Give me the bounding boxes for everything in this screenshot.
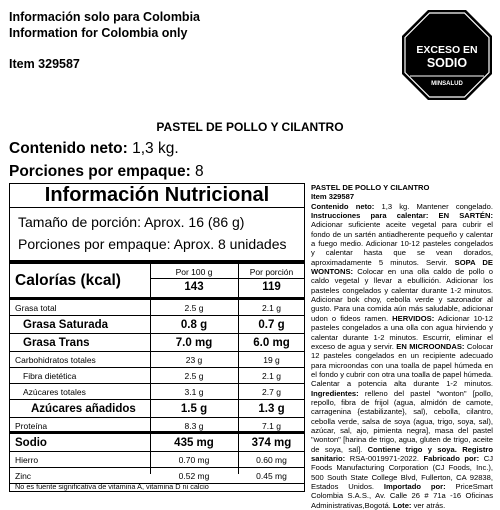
nutrient-value-per-100g: 435 mg xyxy=(174,437,214,449)
nutrient-value-per-portion: 2.1 g xyxy=(262,303,281,313)
nutrient-value-per-100g: 8.3 g xyxy=(184,421,204,431)
nutrient-label: Azúcares añadidos xyxy=(31,403,136,415)
nutrient-label: Azúcares totales xyxy=(23,387,86,397)
content-label: Contenido neto: xyxy=(311,201,375,211)
serving-info xyxy=(10,211,304,255)
nutrient-value-per-100g: 0.70 mg xyxy=(178,455,210,465)
nutrient-value-per-portion: 19 g xyxy=(263,355,280,365)
microwave-label: EN MICROONDAS: xyxy=(393,341,465,351)
soup-label: SOPA DE WONTONS: xyxy=(311,257,493,277)
nutrient-row xyxy=(10,400,304,418)
nutrient-value-per-portion: 2.1 g xyxy=(262,371,281,381)
soup-text: Colocar en una olla caldo de pollo o caldo vegetal y llevar a ebullición. Adicionar los pasteles congelados y calentar durante 1-2 minutos. Adicionar bok choy, cebolla verde y sazonador al gusto. Para una comida aún más saludable, adicionar udon o fideos ramen. xyxy=(311,267,493,323)
nutrient-row xyxy=(10,334,304,352)
instructions-label: Instrucciones para calentar: EN SARTÉN: xyxy=(311,211,493,221)
nutrient-row xyxy=(10,452,304,468)
nutrient-value-per-portion: 1.3 g xyxy=(258,403,285,415)
footnote: No es fuente significativa de vitamina A, vitamina D ni calcio xyxy=(15,482,209,491)
content-text: 1,3 kg. Mantener congelado. xyxy=(374,201,493,211)
nutrient-row xyxy=(10,300,304,316)
calories-per-100g: 143 xyxy=(184,281,204,293)
nutrient-value-per-100g: 23 g xyxy=(185,355,203,365)
nutrition-panel-title: Información Nutricional xyxy=(10,184,304,208)
manufacturer-text: CJ Foods Manufacturing Corporation (CJ Foods, Inc.), 500 South State College Blvd, Fullerton, CA 92838, Estados Unidos. xyxy=(311,453,493,491)
contains-label: Contiene trigo y soya. xyxy=(362,444,457,454)
nutrient-row xyxy=(10,384,304,400)
net-content-value: 1,3 kg. xyxy=(132,140,179,157)
badge-line1: EXCESO EN xyxy=(416,44,478,56)
nutrient-value-per-100g: 3.1 g xyxy=(184,387,204,397)
boiled-label: HERVIDOS: xyxy=(388,313,435,323)
calories-per-portion: 119 xyxy=(262,281,281,293)
nutrient-label: Sodio xyxy=(15,437,47,449)
net-content xyxy=(9,140,179,158)
manufacturer-label: Fabricado por: xyxy=(418,453,480,463)
nutrient-row xyxy=(10,316,304,334)
sodium-warning-octagon-badge xyxy=(402,10,492,100)
header-line-english: Information for Colombia only xyxy=(9,26,188,40)
calories-label: Calorías (kcal) xyxy=(15,272,121,289)
nutrient-label: Hierro xyxy=(15,455,39,465)
servings-per-container: Porciones por empaque: Aprox. 8 unidades xyxy=(18,236,287,252)
nutrient-label: Grasa Saturada xyxy=(23,319,109,331)
nutrient-table xyxy=(10,264,304,497)
nutrient-value-per-portion: 374 mg xyxy=(251,437,292,449)
right-item: Item 329587 xyxy=(311,192,355,202)
nutrient-value-per-portion: 0.7 g xyxy=(258,319,285,331)
nutrient-value-per-portion: 6.0 mg xyxy=(253,337,290,349)
nutrient-value-per-100g: 2.5 g xyxy=(184,303,204,313)
nutrient-row xyxy=(10,352,304,368)
ingredients-label: Ingredientes: xyxy=(311,388,359,398)
importer-label: Importado por: xyxy=(374,482,446,491)
nutrient-value-per-portion: 2.7 g xyxy=(262,387,281,397)
nutrient-label: Grasa Trans xyxy=(23,337,90,349)
nutrient-row xyxy=(10,434,304,452)
servings-per-package xyxy=(9,163,204,181)
nutrient-label: Zinc xyxy=(15,471,32,481)
servings-value: 8 xyxy=(195,163,204,180)
net-content-label: Contenido neto: xyxy=(9,140,128,157)
serving-size: Tamaño de porción: Aprox. 16 (86 g) xyxy=(18,214,245,230)
nutrient-value-per-100g: 2.5 g xyxy=(184,371,204,381)
item-number: Item 329587 xyxy=(9,57,80,71)
registration-label: Registro sanitario: xyxy=(311,444,494,463)
header-line-spanish: Información solo para Colombia xyxy=(9,10,200,24)
lot-text: ver atrás. xyxy=(411,500,446,510)
boiled-text: Adicionar 10-12 pasteles congelados a una olla con agua hirviendo y calentar durante 1-2 minutos. Escurrir, eliminar el exceso de agua y servir. xyxy=(311,313,493,351)
nutrient-label: Grasa total xyxy=(15,303,57,313)
nutrient-value-per-portion: 7.1 g xyxy=(262,421,281,431)
nutrient-label: Proteína xyxy=(15,421,48,431)
importer-text: PriceSmart Colombia S.A.S., Av. Calle 26 # 71a -16 Oficinas Administrativas,Bogotá. xyxy=(311,482,494,510)
lot-label: Lote: xyxy=(390,500,412,510)
registration-text: RSA-0019971-2022. xyxy=(345,453,419,463)
nutrient-label: Carbohidratos totales xyxy=(15,355,96,365)
nutrient-row xyxy=(10,368,304,384)
product-title: PASTEL DE POLLO Y CILANTRO xyxy=(156,120,344,134)
col-header-per-portion: Por porción xyxy=(249,267,294,277)
badge-line2: SODIO xyxy=(426,56,468,70)
microwave-text: Colocar 12 pasteles congelados en un recipiente adecuado para microondas con una toalla de papel húmeda en el fondo y cubrir con otra una toalla de papel húmeda. Calentar a potencia alta durante 1-2 minutos. xyxy=(311,341,494,389)
nutrient-value-per-100g: 0.52 mg xyxy=(178,471,210,481)
ingredients-text: relleno del pastel "wonton" [pollo, repollo, fibra de frijol (agua, almidón de camote, carragenina {estabilizante}, sal), cebolla, cilantro, cebolla verde, salsa de soya (agua, trigo, soya, sal), azúcar, sal, ajo, pimienta negra], masa del pastel "wonton" [harina de trigo, agua, gluten de trigo, aceite de soya, sal]. xyxy=(311,388,493,454)
instructions-text: Adicionar suficiente aceite vegetal para cubrir el fondo de un sartén antiadherente pequeño y calentar a fuego medio. Adicionar 10-12 pasteles congelados y calentar hasta que se vean dorados, aproximadamente 5 minutos. Servir. xyxy=(311,220,493,267)
badge-authority: MINSALUD xyxy=(431,81,463,87)
col-header-per-100g: Por 100 g xyxy=(175,267,213,277)
nutrient-value-per-100g: 0.8 g xyxy=(180,319,208,331)
nutrition-facts-panel xyxy=(9,183,305,492)
nutrient-label: Fibra dietética xyxy=(23,371,77,381)
product-description-text xyxy=(311,183,493,510)
nutrient-value-per-portion: 0.60 mg xyxy=(256,455,287,465)
nutrient-row xyxy=(10,418,304,434)
servings-label: Porciones por empaque: xyxy=(9,163,191,180)
calories-row xyxy=(10,264,304,300)
right-title: PASTEL DE POLLO Y CILANTRO xyxy=(311,183,430,192)
nutrient-value-per-portion: 0.45 mg xyxy=(256,471,287,481)
nutrient-value-per-100g: 7.0 mg xyxy=(175,337,213,349)
nutrient-value-per-100g: 1.5 g xyxy=(180,403,208,415)
